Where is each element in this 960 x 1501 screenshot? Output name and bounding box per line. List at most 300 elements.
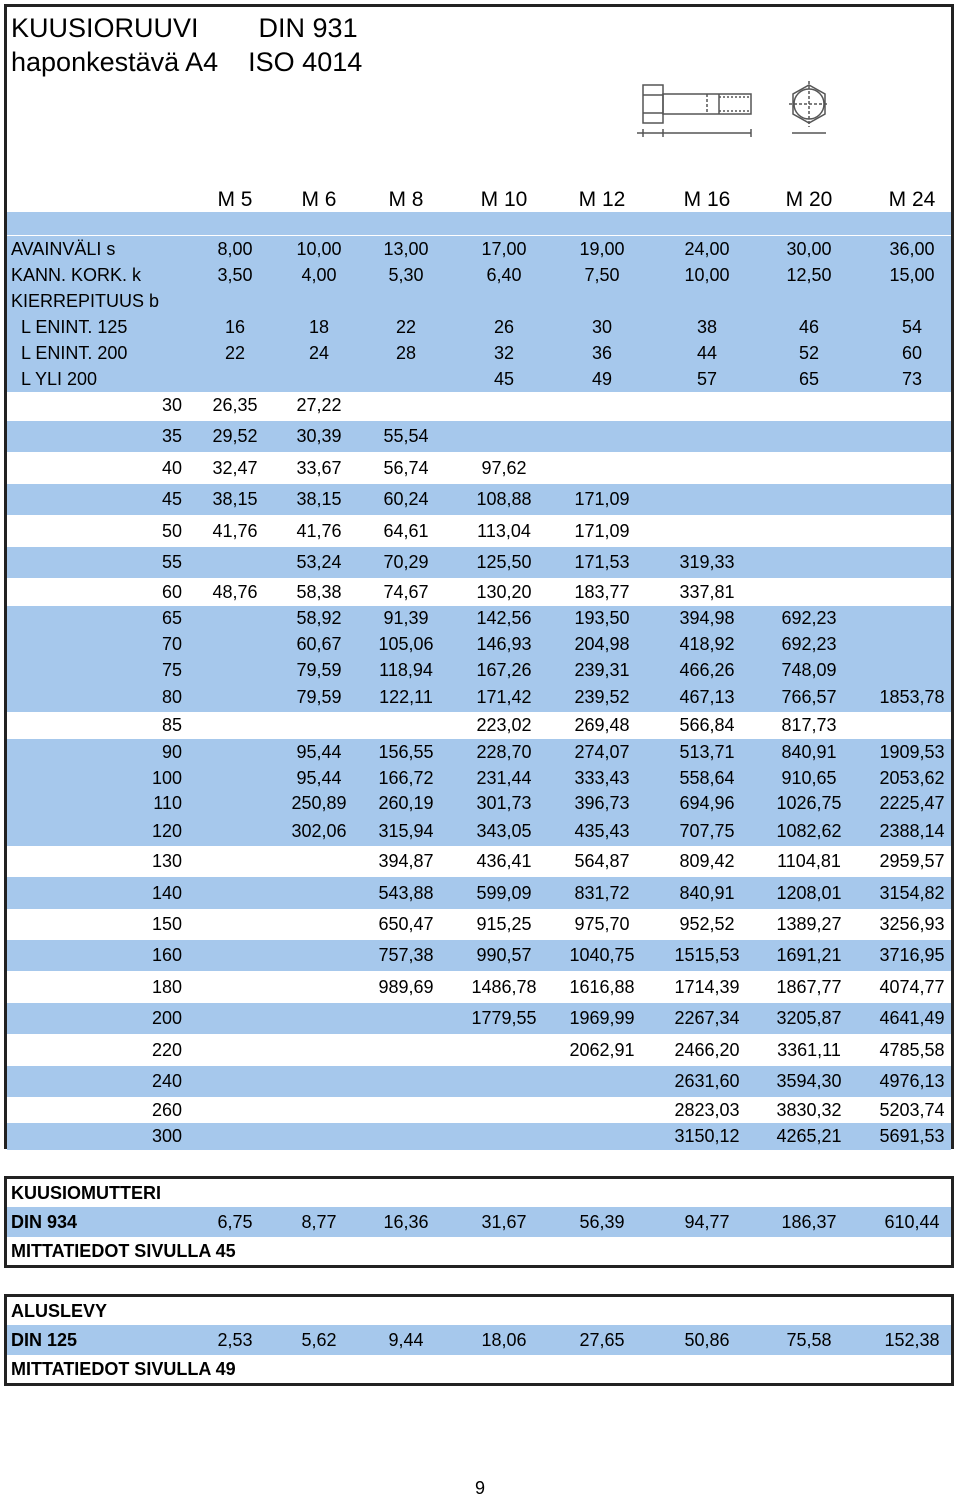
price-cell: 302,06	[291, 820, 347, 841]
size-header-m8: M 8	[388, 188, 424, 211]
price-row	[7, 712, 951, 739]
spec-value: 26	[493, 316, 515, 337]
price-cell	[759, 578, 859, 606]
price-row	[7, 971, 951, 1003]
price-cell: 418,92	[679, 633, 735, 654]
price-cell: 97,62	[481, 457, 527, 478]
spec-value: 28	[395, 342, 417, 363]
price-row	[7, 877, 951, 909]
length-label: 140	[151, 882, 182, 903]
size-header-m24: M 24	[888, 188, 936, 211]
price-cell	[454, 421, 554, 452]
price-cell	[759, 484, 859, 515]
price-row	[7, 1123, 951, 1150]
price-cell: 4785,58	[879, 1039, 945, 1060]
spec-value: 24	[308, 342, 330, 363]
price-row	[7, 578, 951, 606]
price-cell: 33,67	[296, 457, 342, 478]
size-header-m5: M 5	[217, 188, 253, 211]
price-cell: 543,88	[378, 882, 434, 903]
nut-price: 16,36	[383, 1211, 429, 1232]
price-cell: 599,09	[476, 882, 532, 903]
price-cell: 79,59	[296, 687, 342, 707]
price-cell: 70,29	[383, 552, 429, 572]
price-cell: 337,81	[679, 581, 735, 602]
price-cell: 250,89	[291, 793, 347, 813]
length-label: 80	[161, 687, 182, 707]
length-label: 150	[151, 914, 182, 934]
price-cell: 3716,95	[879, 945, 945, 965]
price-cell: 707,75	[679, 820, 735, 841]
spec-value	[454, 288, 554, 314]
washer-price: 9,44	[388, 1329, 424, 1350]
spec-value: 16	[224, 316, 246, 337]
price-cell: 915,25	[476, 914, 532, 934]
price-cell	[454, 1066, 554, 1097]
washer-note: MITTATIEDOT SIVULLA 49	[11, 1358, 236, 1379]
length-label: 90	[161, 741, 182, 762]
price-row	[7, 765, 951, 791]
spec-row	[7, 314, 951, 340]
price-cell: 4976,13	[879, 1071, 945, 1091]
spec-value: 57	[696, 368, 718, 389]
price-cell: 48,76	[212, 581, 258, 602]
price-cell: 4641,49	[879, 1008, 945, 1028]
price-cell	[269, 1066, 369, 1097]
price-cell: 1714,39	[674, 976, 740, 997]
price-cell: 1082,62	[776, 820, 842, 841]
price-cell: 343,05	[476, 820, 532, 841]
price-cell: 3205,87	[776, 1008, 842, 1028]
price-row	[7, 739, 951, 765]
price-cell	[269, 940, 369, 971]
spec-label: L ENINT. 200	[11, 342, 128, 363]
price-cell: 171,42	[476, 687, 532, 707]
length-label: 60	[161, 581, 182, 602]
price-cell: 1853,78	[879, 687, 945, 707]
price-cell: 53,24	[296, 552, 342, 572]
product-title: KUUSIORUUVI DIN 931	[11, 13, 358, 43]
price-cell: 171,53	[574, 552, 630, 572]
price-cell: 2053,62	[879, 767, 945, 788]
length-label: 45	[161, 489, 182, 509]
price-cell: 193,50	[574, 608, 630, 628]
price-cell: 692,23	[781, 608, 837, 628]
price-cell: 1389,27	[776, 914, 842, 934]
spec-row	[7, 340, 951, 366]
price-cell: 95,44	[296, 741, 342, 762]
price-cell: 274,07	[574, 741, 630, 762]
price-row	[7, 421, 951, 452]
price-cell: 990,57	[476, 945, 532, 965]
price-cell: 1486,78	[471, 976, 537, 997]
price-cell: 41,76	[296, 520, 342, 541]
spec-value: 49	[591, 368, 613, 389]
price-cell: 142,56	[476, 608, 532, 628]
price-cell	[269, 909, 369, 940]
price-cell: 64,61	[383, 520, 429, 541]
washer-price-row	[7, 1325, 951, 1355]
spec-label: KIERREPITUUS b	[11, 290, 160, 311]
price-cell: 204,98	[574, 633, 630, 654]
nut-price: 186,37	[781, 1211, 837, 1232]
nut-title: KUUSIOMUTTERI	[11, 1182, 161, 1203]
length-label: 260	[151, 1099, 182, 1120]
spec-value: 45	[493, 368, 515, 389]
price-cell: 56,74	[383, 457, 429, 478]
length-label: 35	[161, 426, 182, 446]
price-cell: 840,91	[781, 741, 837, 762]
price-cell: 831,72	[574, 882, 630, 903]
size-header-row	[7, 185, 951, 215]
price-cell: 79,59	[296, 659, 342, 680]
price-cell: 122,11	[379, 687, 433, 707]
length-label: 300	[151, 1126, 182, 1146]
spec-value: 36,00	[889, 238, 935, 259]
spec-value: 65	[798, 368, 820, 389]
price-cell: 30,39	[296, 426, 342, 446]
price-row	[7, 1097, 951, 1123]
price-cell	[454, 1034, 554, 1066]
spec-value: 32	[493, 342, 515, 363]
nut-price: 8,77	[301, 1211, 337, 1232]
spec-value: 18	[308, 316, 330, 337]
price-row	[7, 657, 951, 683]
spec-row	[7, 366, 951, 392]
length-label: 65	[161, 608, 182, 628]
price-cell: 4265,21	[776, 1126, 842, 1146]
price-cell	[862, 515, 960, 547]
price-cell: 108,88	[476, 489, 532, 509]
price-cell: 4074,77	[879, 976, 945, 997]
header-band	[7, 212, 951, 235]
spec-value: 30	[591, 316, 613, 337]
washer-section	[4, 1294, 954, 1386]
length-label: 200	[151, 1008, 182, 1028]
price-cell: 5691,53	[879, 1126, 945, 1146]
price-cell: 3256,93	[879, 914, 945, 934]
washer-title: ALUSLEVY	[11, 1300, 108, 1321]
washer-price: 18,06	[481, 1329, 527, 1350]
price-cell	[356, 1003, 456, 1034]
product-subtitle: haponkestävä A4 ISO 4014	[11, 47, 363, 77]
price-cell: 817,73	[781, 715, 837, 735]
price-cell: 60,24	[383, 489, 429, 509]
length-label: 70	[161, 633, 182, 654]
price-cell	[552, 1123, 652, 1150]
length-label: 55	[161, 552, 182, 572]
price-cell: 2388,14	[879, 820, 945, 841]
washer-standard: DIN 125	[11, 1329, 78, 1350]
size-header-m20: M 20	[785, 188, 833, 211]
price-cell: 156,55	[378, 741, 434, 762]
spec-value	[269, 366, 369, 392]
price-cell	[356, 390, 456, 421]
price-cell: 58,92	[296, 608, 342, 628]
price-cell: 840,91	[679, 882, 735, 903]
spec-value	[269, 288, 369, 314]
price-cell	[269, 877, 369, 909]
price-cell	[862, 547, 960, 578]
spec-value: 12,50	[786, 264, 832, 285]
price-row	[7, 547, 951, 578]
price-cell	[862, 421, 960, 452]
price-cell: 394,87	[378, 851, 434, 871]
price-cell: 1515,53	[674, 945, 740, 965]
price-cell: 260,19	[378, 793, 434, 813]
price-cell	[454, 1123, 554, 1150]
spec-value: 44	[696, 342, 718, 363]
price-cell: 223,02	[476, 715, 532, 735]
price-cell	[657, 452, 757, 484]
spec-value: 13,00	[383, 238, 429, 259]
price-cell: 435,43	[574, 820, 630, 841]
size-header-m16: M 16	[683, 188, 731, 211]
price-cell: 396,73	[574, 793, 630, 813]
price-cell	[862, 578, 960, 606]
price-cell	[657, 515, 757, 547]
price-cell	[269, 1123, 369, 1150]
spec-label: L YLI 200	[11, 368, 98, 389]
price-cell: 130,20	[476, 581, 532, 602]
price-cell	[552, 1097, 652, 1123]
price-cell	[269, 1097, 369, 1123]
price-cell: 1104,81	[777, 851, 841, 871]
price-cell: 2062,91	[569, 1039, 635, 1060]
price-row	[7, 484, 951, 515]
nut-section	[4, 1176, 954, 1268]
price-row	[7, 816, 951, 846]
price-cell	[552, 452, 652, 484]
price-cell: 41,76	[212, 520, 258, 541]
price-cell: 809,42	[679, 851, 735, 871]
price-cell: 2225,47	[879, 793, 945, 813]
price-cell: 2631,60	[674, 1071, 740, 1091]
price-cell	[862, 657, 960, 683]
spec-value: 52	[798, 342, 820, 363]
price-cell: 183,77	[574, 581, 630, 602]
price-cell	[356, 1066, 456, 1097]
nut-price: 56,39	[579, 1211, 625, 1232]
price-cell: 1969,99	[569, 1008, 635, 1028]
price-cell: 301,73	[476, 793, 532, 813]
price-cell: 269,48	[574, 715, 630, 735]
price-cell: 757,38	[378, 945, 434, 965]
length-label: 130	[151, 851, 182, 871]
price-cell: 1867,77	[776, 976, 842, 997]
nut-standard: DIN 934	[11, 1211, 78, 1232]
price-cell	[454, 1097, 554, 1123]
price-cell: 55,54	[383, 426, 429, 446]
price-cell: 952,52	[679, 914, 735, 934]
price-cell: 3594,30	[776, 1071, 842, 1091]
price-cell	[862, 390, 960, 421]
price-cell: 2959,57	[879, 851, 945, 871]
price-cell	[759, 390, 859, 421]
length-label: 75	[161, 659, 182, 680]
price-row	[7, 606, 951, 631]
nut-price: 31,67	[481, 1211, 527, 1232]
price-cell: 1208,01	[776, 882, 842, 903]
length-label: 160	[151, 945, 182, 965]
price-cell	[269, 712, 369, 739]
price-cell: 95,44	[296, 767, 342, 788]
price-cell: 333,43	[574, 767, 630, 788]
price-cell	[552, 390, 652, 421]
spec-value: 54	[901, 316, 923, 337]
spec-label: KANN. KORK. k	[11, 264, 142, 285]
price-row	[7, 390, 951, 421]
size-header-m12: M 12	[578, 188, 626, 211]
price-cell: 27,22	[296, 395, 342, 415]
spec-value: 10,00	[684, 264, 730, 285]
price-cell: 1040,75	[569, 945, 635, 965]
price-cell	[356, 1034, 456, 1066]
price-cell	[862, 484, 960, 515]
nut-note: MITTATIEDOT SIVULLA 45	[11, 1240, 236, 1261]
spec-value: 5,30	[388, 264, 424, 285]
price-cell: 118,94	[379, 659, 433, 680]
spec-value: 6,40	[486, 264, 522, 285]
spec-value	[356, 288, 456, 314]
washer-price: 75,58	[786, 1329, 832, 1350]
spec-value: 7,50	[584, 264, 620, 285]
length-label: 100	[151, 767, 182, 788]
price-cell	[759, 452, 859, 484]
price-row	[7, 631, 951, 657]
price-cell	[269, 1003, 369, 1034]
price-cell	[759, 421, 859, 452]
washer-price: 5,62	[301, 1329, 337, 1350]
price-cell: 558,64	[679, 767, 735, 788]
price-cell: 1616,88	[569, 976, 635, 997]
bolt-drawing	[629, 73, 834, 161]
spec-value	[862, 288, 960, 314]
spec-value: 46	[798, 316, 820, 337]
price-cell: 74,67	[383, 581, 429, 602]
price-cell: 105,06	[378, 633, 434, 654]
spec-value: 15,00	[889, 264, 935, 285]
price-row	[7, 452, 951, 484]
spec-label: L ENINT. 125	[11, 316, 128, 337]
price-cell: 564,87	[574, 851, 630, 871]
price-cell: 2823,03	[674, 1099, 740, 1120]
price-cell: 38,15	[212, 489, 258, 509]
length-label: 180	[151, 976, 182, 997]
price-cell: 1026,75	[776, 793, 842, 813]
price-cell: 692,23	[781, 633, 837, 654]
price-cell: 29,52	[212, 426, 258, 446]
price-cell	[657, 484, 757, 515]
price-cell: 766,57	[781, 687, 837, 707]
length-label: 240	[151, 1071, 182, 1091]
price-cell: 231,44	[476, 767, 532, 788]
price-cell	[454, 390, 554, 421]
price-cell: 60,67	[296, 633, 342, 654]
price-cell	[269, 846, 369, 877]
price-cell: 513,71	[679, 741, 735, 762]
spec-value	[356, 366, 456, 392]
price-cell	[862, 712, 960, 739]
price-cell: 58,38	[296, 581, 342, 602]
price-row	[7, 909, 951, 940]
price-cell: 989,69	[378, 976, 434, 997]
price-cell: 466,26	[679, 659, 735, 680]
price-row	[7, 515, 951, 547]
length-label: 120	[151, 820, 182, 841]
spec-row	[7, 288, 951, 314]
price-cell: 315,94	[378, 820, 434, 841]
bolt-table-frame	[4, 4, 954, 1149]
price-cell: 38,15	[296, 489, 342, 509]
spec-value: 60	[901, 342, 923, 363]
nut-price-row	[7, 1207, 951, 1237]
washer-price: 2,53	[217, 1329, 253, 1350]
price-cell	[552, 1066, 652, 1097]
price-row	[7, 846, 951, 877]
price-cell	[356, 712, 456, 739]
spec-value	[657, 288, 757, 314]
spec-value: 19,00	[579, 238, 625, 259]
spec-value: 73	[901, 368, 923, 389]
spec-label: AVAINVÄLI s	[11, 238, 116, 259]
page-number: 9	[474, 1478, 485, 1498]
price-cell: 3361,11	[777, 1039, 841, 1060]
spec-value: 10,00	[296, 238, 342, 259]
price-cell: 239,52	[574, 687, 630, 707]
price-row	[7, 1066, 951, 1097]
spec-value: 38	[696, 316, 718, 337]
spec-value: 24,00	[684, 238, 730, 259]
spec-value: 22	[395, 316, 417, 337]
price-cell	[269, 1034, 369, 1066]
price-cell: 167,26	[476, 659, 532, 680]
price-cell: 566,84	[679, 715, 735, 735]
price-row	[7, 1003, 951, 1034]
price-cell: 910,65	[781, 767, 837, 788]
price-cell: 26,35	[212, 395, 258, 415]
length-label: 220	[151, 1039, 182, 1060]
spec-value	[552, 288, 652, 314]
price-cell: 3154,82	[879, 882, 945, 903]
price-cell	[657, 390, 757, 421]
spec-value: 4,00	[301, 264, 337, 285]
price-cell: 1909,53	[879, 741, 945, 762]
price-cell: 319,33	[679, 552, 735, 572]
price-cell: 3830,32	[776, 1099, 842, 1120]
price-cell: 436,41	[476, 851, 532, 871]
spec-value: 22	[224, 342, 246, 363]
price-cell	[759, 515, 859, 547]
price-cell: 32,47	[212, 457, 258, 478]
nut-price: 610,44	[884, 1211, 940, 1232]
price-cell: 2466,20	[674, 1039, 740, 1060]
price-cell: 171,09	[574, 520, 630, 541]
spec-value	[759, 288, 859, 314]
length-label: 50	[161, 520, 182, 541]
price-cell: 3150,12	[674, 1126, 740, 1146]
price-cell	[552, 421, 652, 452]
price-cell: 2267,34	[674, 1008, 740, 1028]
price-row	[7, 683, 951, 712]
price-cell	[862, 631, 960, 657]
price-row	[7, 791, 951, 816]
price-cell	[862, 452, 960, 484]
nut-price: 94,77	[684, 1211, 730, 1232]
price-cell: 748,09	[781, 659, 837, 680]
price-cell: 171,09	[574, 489, 630, 509]
price-cell: 5203,74	[879, 1099, 945, 1120]
